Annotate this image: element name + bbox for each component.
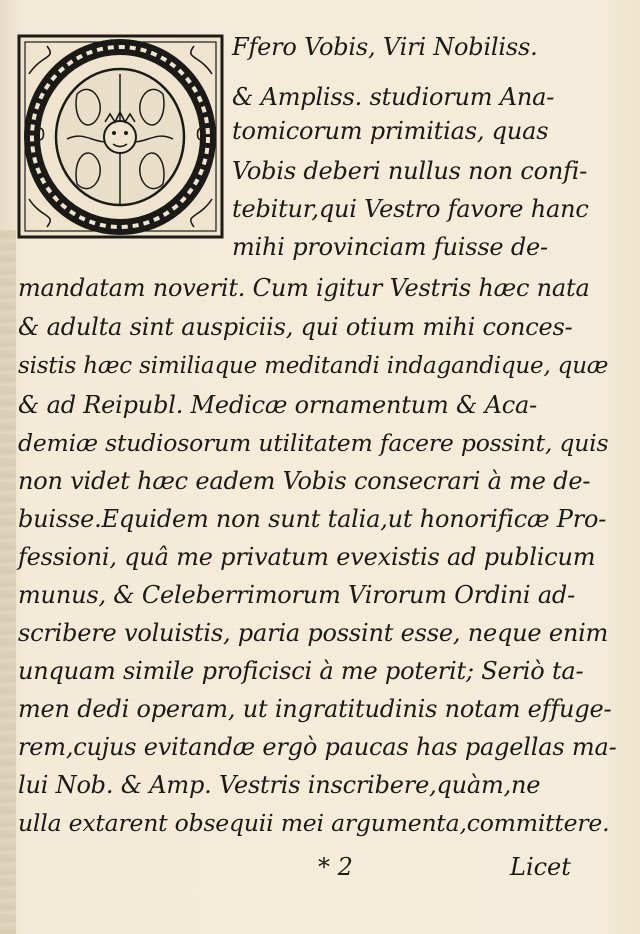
- text-line-9: sistis hæc similiaque meditandi indagandique, quæ: [18, 353, 609, 379]
- text-line-4: Vobis deberi nullus non confi-: [232, 157, 588, 185]
- text-line-1: Ffero Vobis, Viri Nobiliss.: [232, 33, 538, 61]
- text-line-17: unquam simile proficisci à me poterit; Seriò ta-: [18, 657, 584, 685]
- decorated-initial-o: [17, 34, 224, 239]
- text-line-21: ulla extarent obsequii mei argumenta,committere.: [18, 809, 610, 837]
- text-line-18: men dedi operam, ut ingratitudinis notam effuge-: [18, 695, 612, 723]
- text-line-11: demiæ studiosorum utilitatem facere possint, quis: [18, 429, 609, 457]
- text-line-13: buisse.Equidem non sunt talia,ut honorificæ Pro-: [18, 505, 607, 533]
- text-line-19: rem,cujus evitandæ ergò paucas has pagellas ma-: [18, 733, 617, 761]
- text-line-15: munus, & Celeberrimorum Virorum Ordini ad-: [18, 581, 576, 609]
- page-gutter-shadow: [0, 230, 16, 934]
- text-line-16: scribere voluistis, paria possint esse, neque enim: [18, 619, 609, 647]
- text-line-3: tomicorum primitias, quas: [232, 117, 549, 145]
- text-line-6: mihi provinciam fuisse de-: [232, 233, 548, 261]
- text-line-2: & Ampliss. studiorum Ana-: [232, 83, 555, 111]
- text-line-7: mandatam noverit. Cum igitur Vestris hæc nata: [18, 274, 590, 302]
- text-line-14: fessioni, quâ me privatum evexistis ad publicum: [18, 543, 596, 571]
- text-line-5: tebitur,qui Vestro favore hanc: [232, 195, 589, 223]
- text-line-8: & adulta sint auspiciis, qui otium mihi conces-: [18, 313, 573, 341]
- text-line-12: non videt hæc eadem Vobis consecrari à me de-: [18, 467, 591, 495]
- text-line-10: & ad Reipubl. Medicæ ornamentum & Aca-: [18, 391, 537, 419]
- signature-mark: * 2: [318, 853, 353, 881]
- catchword: Licet: [510, 853, 571, 881]
- text-line-20: lui Nob. & Amp. Vestris inscribere,quàm,ne: [18, 771, 541, 799]
